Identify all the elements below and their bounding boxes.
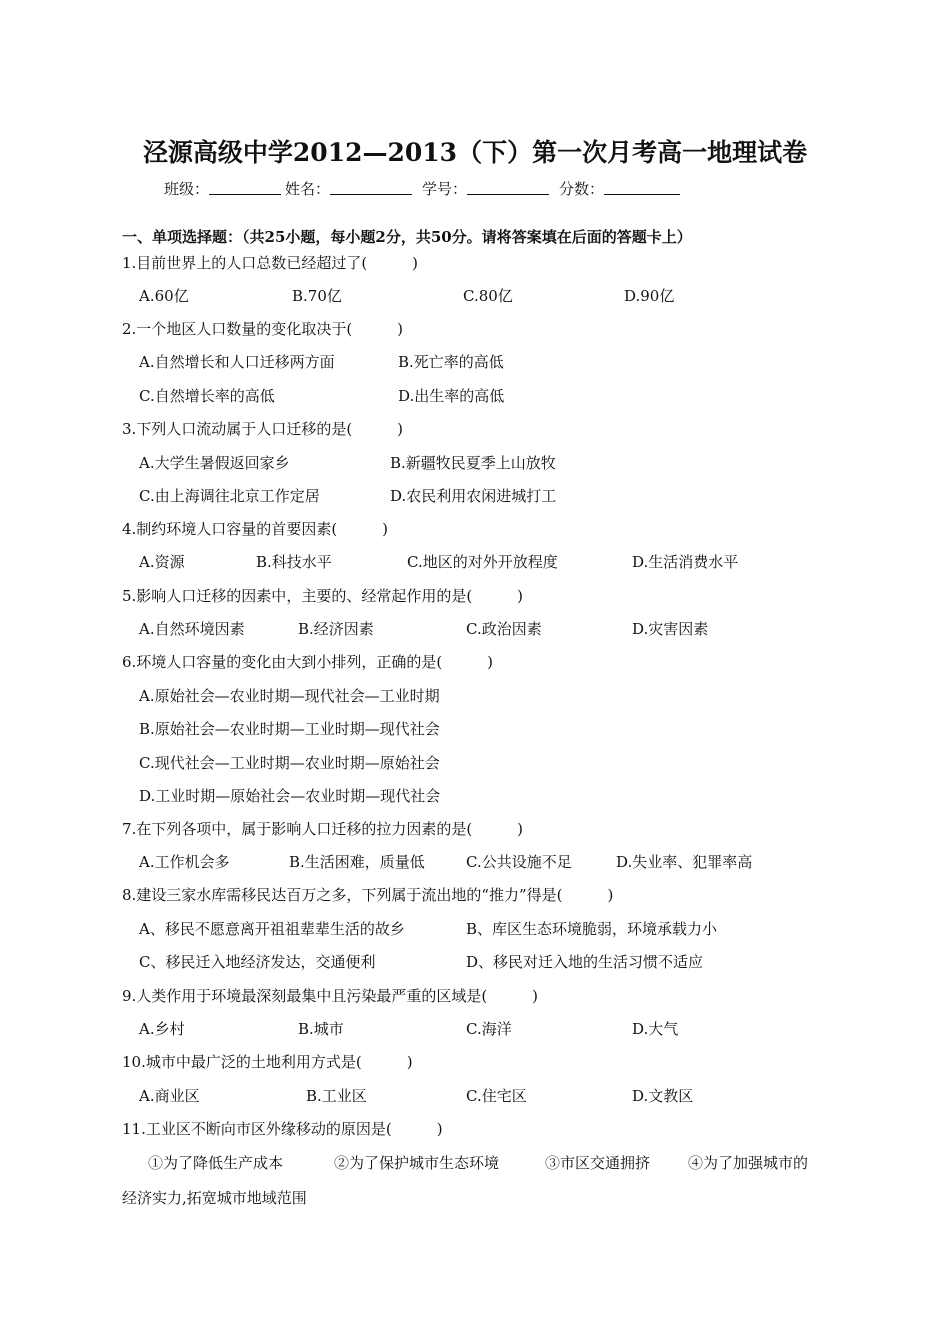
id-label: 学号：: [422, 180, 468, 198]
question-stem: 9.人类作用于环境最深刻最集中且污染最严重的区域是( ): [122, 987, 539, 1005]
option-b: B.原始社会—农业时期—工业时期—现代社会: [139, 720, 440, 738]
question-options: [0, 485, 950, 505]
option-a: A.自然环境因素: [139, 620, 245, 638]
option-c: C.现代社会—工业时期—农业时期—原始社会: [139, 754, 440, 772]
class-label: 班级：: [164, 180, 210, 198]
question-options: [0, 951, 950, 971]
score-label: 分数：: [559, 180, 605, 198]
id-blank: [467, 178, 549, 195]
option-b: B.70亿: [292, 287, 342, 305]
option-d: D.灾害因素: [632, 620, 709, 638]
option-2: ②为了保护城市生态环境: [334, 1154, 500, 1172]
option-c: C.住宅区: [466, 1087, 527, 1105]
option-b: B.工业区: [306, 1087, 367, 1105]
option-b: B.新疆牧民夏季上山放牧: [390, 454, 556, 472]
option-b: B.生活困难，质量低: [289, 853, 425, 871]
question-stem: 7.在下列各项中，属于影响人口迁移的拉力因素的是( ): [122, 820, 524, 838]
option-a: A.商业区: [139, 1087, 200, 1105]
name-blank: [330, 178, 412, 195]
question-stem: 5.影响人口迁移的因素中，主要的、经常起作用的是( ): [122, 587, 524, 605]
question-stem: 2.一个地区人口数量的变化取决于( ): [122, 320, 404, 338]
question-options: [0, 385, 950, 405]
question-stem: 8.建设三家水库需移民达百万之多，下列属于流出地的“推力”得是( ): [122, 886, 614, 904]
section-heading: 一、单项选择题：（共25小题，每小题2分，共50分。请将答案填在后面的答题卡上）: [122, 228, 692, 246]
option-3: ③市区交通拥挤: [545, 1154, 651, 1172]
class-blank: [209, 178, 281, 195]
option-a: A.资源: [139, 553, 185, 571]
option-c: C.政治因素: [466, 620, 542, 638]
option-a: A.原始社会—农业时期—现代社会—工业时期: [139, 687, 440, 705]
name-label: 姓名：: [285, 180, 331, 198]
option-a: A.大学生暑假返回家乡: [139, 454, 290, 472]
option-c: C.80亿: [463, 287, 513, 305]
question-options: [0, 1152, 950, 1172]
option-b: B、库区生态环境脆弱，环境承载力小: [466, 920, 718, 938]
question-options: [0, 918, 950, 938]
option-d: D.失业率、犯罪率高: [616, 853, 753, 871]
question-stem: 4.制约环境人口容量的首要因素( ): [122, 520, 389, 538]
question-options: [0, 618, 950, 638]
option-d: D.生活消费水平: [632, 553, 739, 571]
option-d: D.大气: [632, 1020, 679, 1038]
option-b: B.死亡率的高低: [398, 353, 504, 371]
question-options: [0, 851, 950, 871]
score-blank: [604, 178, 680, 195]
option-a: A、移民不愿意离开祖祖辈辈生活的故乡: [139, 920, 405, 938]
option-a: A.自然增长和人口迁移两方面: [139, 353, 335, 371]
option-d: D.90亿: [624, 287, 675, 305]
question-options: [0, 1085, 950, 1105]
page-title: 泾源高级中学2012—2013（下）第一次月考高一地理试卷: [142, 138, 808, 167]
option-b: B.科技水平: [256, 553, 332, 571]
option-c: C.海洋: [466, 1020, 512, 1038]
option-d: D、移民对迁入地的生活习惯不适应: [466, 953, 704, 971]
student-info-row: [164, 178, 684, 199]
option-d: D.出生率的高低: [398, 387, 505, 405]
question-stem: 1.目前世界上的人口总数已经超过了( ): [122, 254, 419, 272]
option-4: ④为了加强城市的: [688, 1154, 809, 1172]
question-options: [0, 551, 950, 571]
option-d: D.工业时期—原始社会—农业时期—现代社会: [139, 787, 441, 805]
option-c: C.由上海调往北京工作定居: [139, 487, 320, 505]
option-a: A.乡村: [139, 1020, 185, 1038]
option-a: A.60亿: [139, 287, 189, 305]
option-1: ①为了降低生产成本: [148, 1154, 284, 1172]
question-stem: 11.工业区不断向市区外缘移动的原因是( ): [122, 1120, 443, 1138]
option-b: B.城市: [298, 1020, 344, 1038]
question-options: [0, 351, 950, 371]
option-c: C.公共设施不足: [466, 853, 572, 871]
question-options: [0, 1018, 950, 1038]
question-stem: 3.下列人口流动属于人口迁移的是( ): [122, 420, 404, 438]
option-continuation: 经济实力,拓宽城市地域范围: [122, 1189, 307, 1207]
question-stem: 6.环境人口容量的变化由大到小排列，正确的是( ): [122, 653, 494, 671]
option-c: C.自然增长率的高低: [139, 387, 275, 405]
question-options: [0, 285, 950, 305]
option-c: C、移民迁入地经济发达，交通便利: [139, 953, 376, 971]
option-b: B.经济因素: [298, 620, 374, 638]
question-stem: 10.城市中最广泛的土地利用方式是( ): [122, 1053, 413, 1071]
question-options: [0, 452, 950, 472]
option-a: A.工作机会多: [139, 853, 230, 871]
option-d: D.农民利用农闲进城打工: [390, 487, 557, 505]
option-d: D.文教区: [632, 1087, 694, 1105]
option-c: C.地区的对外开放程度: [407, 553, 558, 571]
